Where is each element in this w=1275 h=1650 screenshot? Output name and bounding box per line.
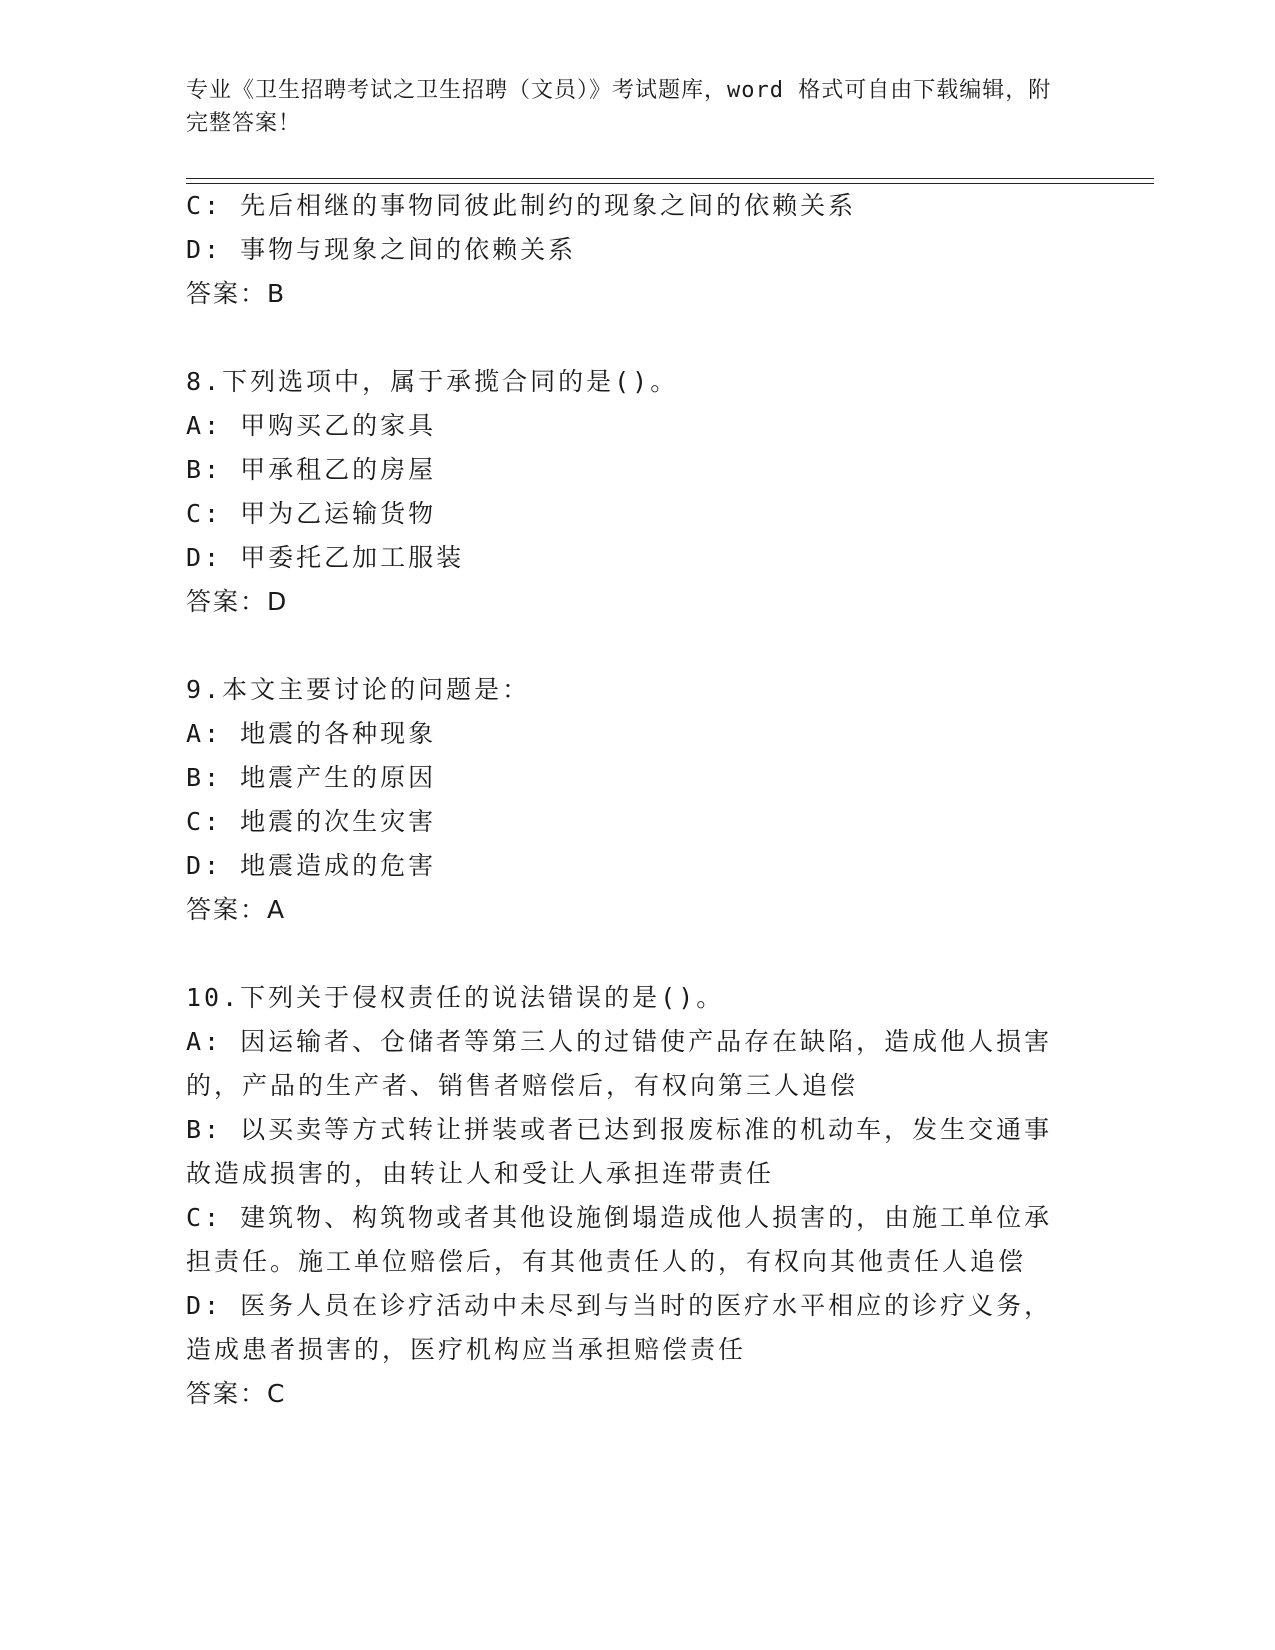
answer-line: 答案：C [186, 1379, 287, 1408]
answer-line: 答案：D [186, 587, 289, 616]
option-line: B: 以买卖等方式转让拼装或者已达到报废标准的机动车，发生交通事 [186, 1115, 1053, 1144]
option-line: 的，产品的生产者、销售者赔偿后，有权向第三人追偿 [186, 1071, 859, 1100]
option-line: B: 地震产生的原因 [186, 763, 437, 792]
option-line: C: 先后相继的事物同彼此制约的现象之间的依赖关系 [186, 191, 857, 220]
option-line: B: 甲承租乙的房屋 [186, 455, 437, 484]
option-line: D: 地震造成的危害 [186, 851, 437, 880]
header-rule-top [186, 178, 1154, 179]
question-line: 8.下列选项中，属于承揽合同的是()。 [186, 367, 679, 396]
option-line: C: 甲为乙运输货物 [186, 499, 437, 528]
option-line: A: 因运输者、仓储者等第三人的过错使产品存在缺陷，造成他人损害 [186, 1027, 1053, 1056]
option-line: C: 地震的次生灾害 [186, 807, 437, 836]
document-header: 专业《卫生招聘考试之卫生招聘（文员）》考试题库，word 格式可自由下载编辑，附完整答案！ [186, 78, 1052, 136]
option-line: D: 事物与现象之间的依赖关系 [186, 235, 577, 264]
option-line: A: 甲购买乙的家具 [186, 411, 437, 440]
question-line: 10.下列关于侵权责任的说法错误的是()。 [186, 983, 725, 1012]
option-line: D: 医务人员在诊疗活动中未尽到与当时的医疗水平相应的诊疗义务， [186, 1291, 1053, 1320]
option-line: C: 建筑物、构筑物或者其他设施倒塌造成他人损害的，由施工单位承 [186, 1203, 1053, 1232]
header-rule-bottom [186, 183, 1154, 184]
option-line: 故造成损害的，由转让人和受让人承担连带责任 [186, 1159, 775, 1188]
question-line: 9.本文主要讨论的问题是： [186, 675, 531, 704]
option-line: D: 甲委托乙加工服装 [186, 543, 465, 572]
answer-line: 答案：A [186, 895, 287, 924]
option-line: A: 地震的各种现象 [186, 719, 437, 748]
option-line: 担责任。施工单位赔偿后，有其他责任人的，有权向其他责任人追偿 [186, 1247, 1027, 1276]
answer-line: 答案：B [186, 279, 287, 308]
option-line: 造成患者损害的，医疗机构应当承担赔偿责任 [186, 1335, 747, 1364]
